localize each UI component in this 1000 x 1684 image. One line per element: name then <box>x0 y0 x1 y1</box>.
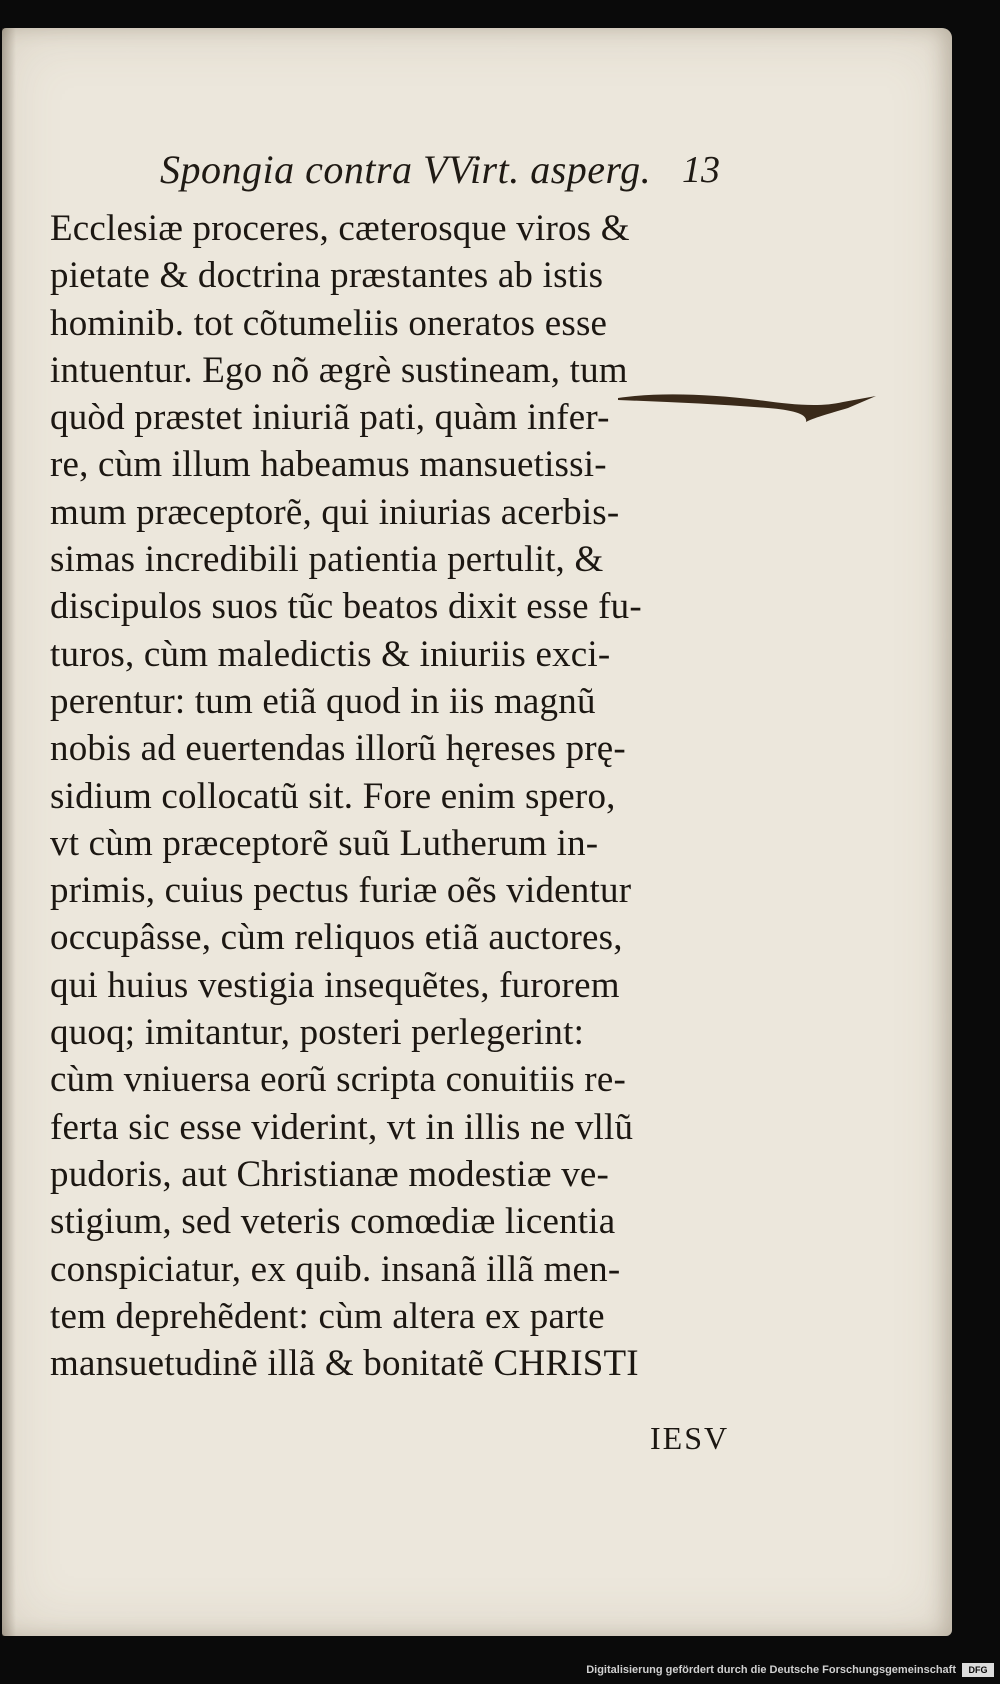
ink-stroke-mark <box>618 388 876 422</box>
text-line: discipulos suos tũc beatos dixit esse fu- <box>50 586 642 628</box>
running-title: Spongia contra VVirt. asperg. <box>160 147 652 192</box>
text-line: mum præceptorẽ, qui iniurias acerbis- <box>50 491 620 533</box>
dfg-logo-icon: DFG <box>962 1663 994 1677</box>
text-line: Ecclesiæ proceres, cæterosque viros & <box>50 208 630 249</box>
text-line: simas incredibili patientia pertulit, & <box>50 539 604 581</box>
footer-bar <box>0 1658 1000 1684</box>
text-line: intuentur. Ego nõ ægrè sustineam, tum <box>50 349 628 391</box>
text-line: occupâsse, cùm reliquos etiã auctores, <box>50 917 623 959</box>
text-line: qui huius vestigia insequẽtes, furorem <box>50 964 620 1006</box>
text-line: pietate & doctrina præstantes ab istis <box>50 255 604 297</box>
text-line: mansuetudinẽ illã & bonitatẽ CHRISTI <box>50 1343 639 1385</box>
text-line: cùm vniuersa eorũ scripta conuitiis re- <box>50 1059 626 1101</box>
book-page <box>2 28 952 1636</box>
text-line: quoq; imitantur, posteri perlegerint: <box>50 1012 585 1054</box>
text-line: vt cùm præceptorẽ suũ Lutherum in- <box>50 822 599 864</box>
text-line: perentur: tum etiã quod in iis magnũ <box>50 680 596 722</box>
page-number: 13 <box>682 149 720 191</box>
text-line: tem deprehẽdent: cùm altera ex parte <box>50 1295 605 1337</box>
text-line: nobis ad euertendas illorũ hęreses prę- <box>50 728 626 770</box>
body-text <box>50 205 730 1387</box>
funding-credit: Digitalisierung gefördert durch die Deutsche Forschungsgemeinschaft <box>586 1664 956 1676</box>
text-line: hominib. tot cõtumeliis oneratos esse <box>50 302 608 344</box>
text-line: conspiciatur, ex quib. insanã illã men- <box>50 1248 621 1290</box>
text-line: quòd præstet iniuriã pati, quàm infer- <box>50 397 610 439</box>
text-line: re, cùm illum habeamus mansuetissi- <box>50 444 607 486</box>
catchword: IESV <box>650 1420 730 1456</box>
text-line: turos, cùm maledictis & iniuriis exci- <box>50 633 611 675</box>
page-header <box>160 146 720 196</box>
text-line: pudoris, aut Christianæ modestiæ ve- <box>50 1153 610 1195</box>
text-line: primis, cuius pectus furiæ oẽs videntur <box>50 870 632 912</box>
text-line: stigium, sed veteris comœdiæ licentia <box>50 1201 616 1243</box>
text-line: ferta sic esse viderint, vt in illis ne vllũ <box>50 1106 634 1148</box>
text-line: sidium collocatũ sit. Fore enim spero, <box>50 775 616 817</box>
